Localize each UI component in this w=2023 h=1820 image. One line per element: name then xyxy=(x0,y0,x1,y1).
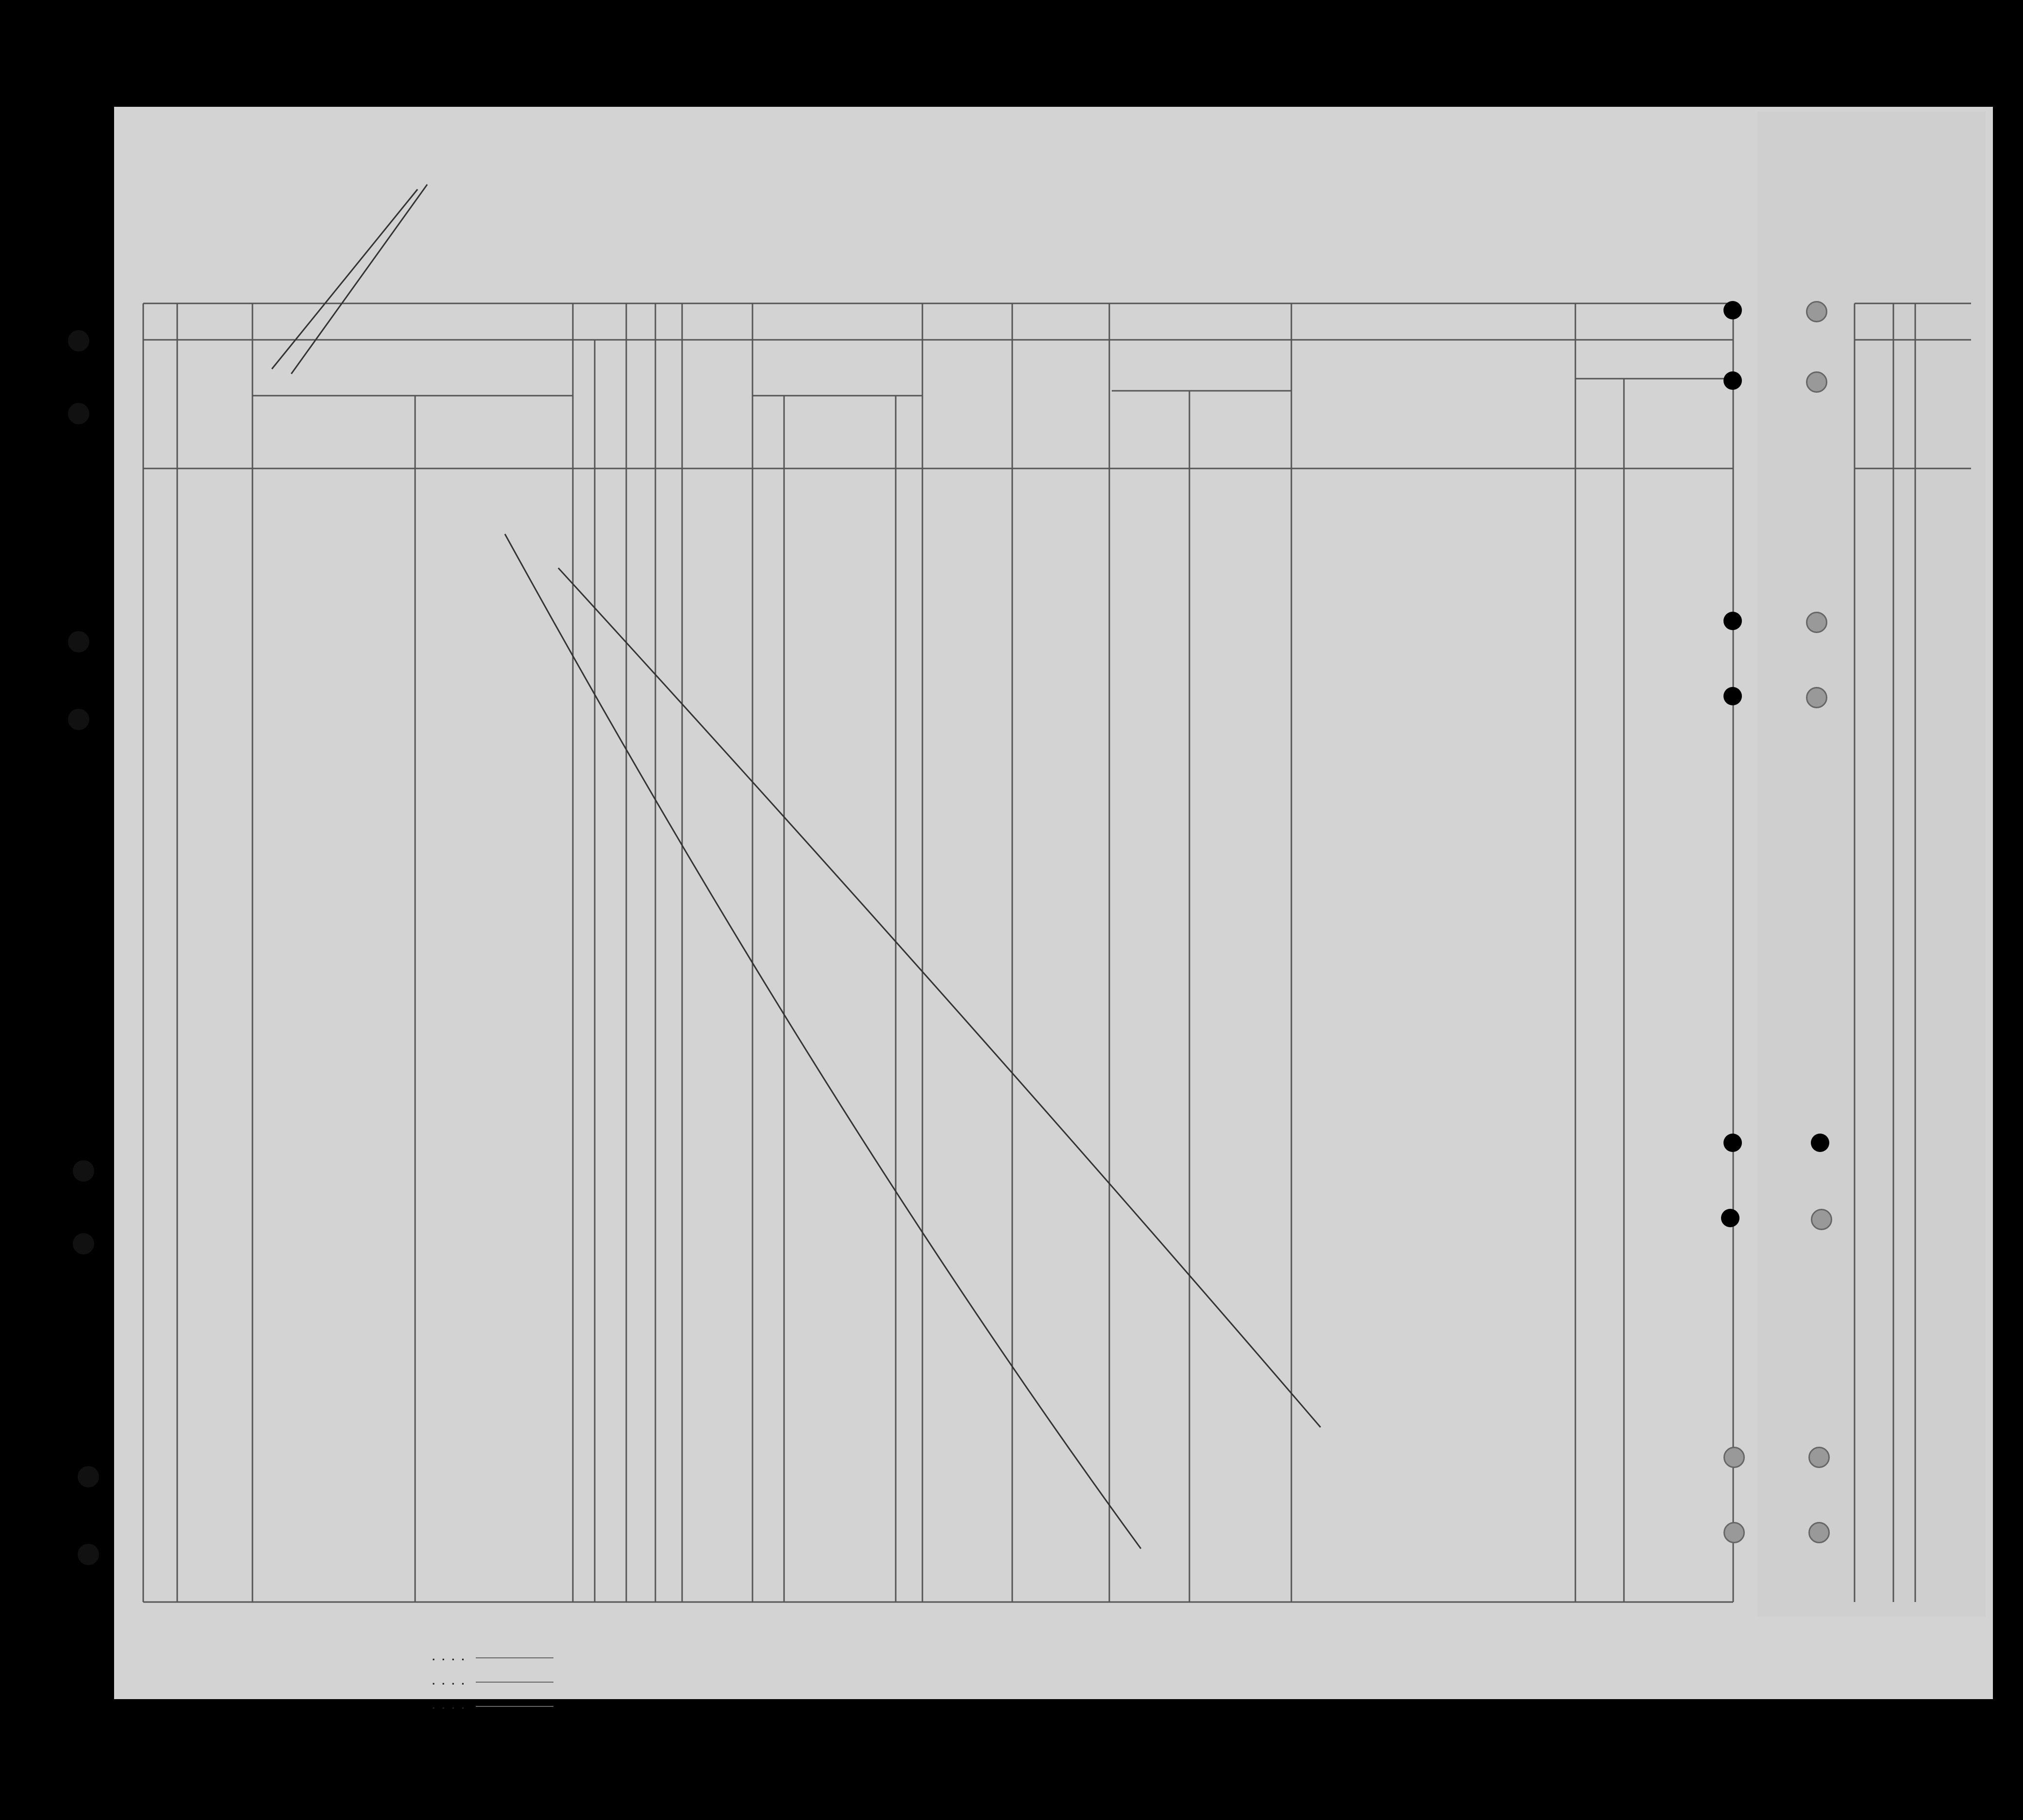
footer-dots: .... xyxy=(432,1675,471,1687)
footer-dots: .... xyxy=(432,1651,471,1663)
punch-dot xyxy=(1723,687,1742,705)
punch-dot xyxy=(1811,1134,1829,1152)
punch-dot xyxy=(1723,301,1742,319)
punch-dot xyxy=(1806,301,1827,322)
footer-dots: .... xyxy=(432,1699,471,1711)
punch-dot xyxy=(1811,1209,1832,1230)
punch-dot xyxy=(1806,612,1827,633)
punch-dot xyxy=(1806,371,1827,393)
punch-dot xyxy=(1806,687,1827,708)
punch-dot xyxy=(1723,1134,1742,1152)
punch-dot xyxy=(1808,1447,1830,1468)
punch-dot xyxy=(1723,1447,1745,1468)
ship-line xyxy=(393,260,408,291)
punch-dot xyxy=(1723,1522,1745,1543)
punch-dot xyxy=(1723,371,1742,390)
punch-dot xyxy=(1723,612,1742,630)
punch-dot xyxy=(1721,1209,1739,1227)
punch-dot xyxy=(1808,1522,1830,1543)
